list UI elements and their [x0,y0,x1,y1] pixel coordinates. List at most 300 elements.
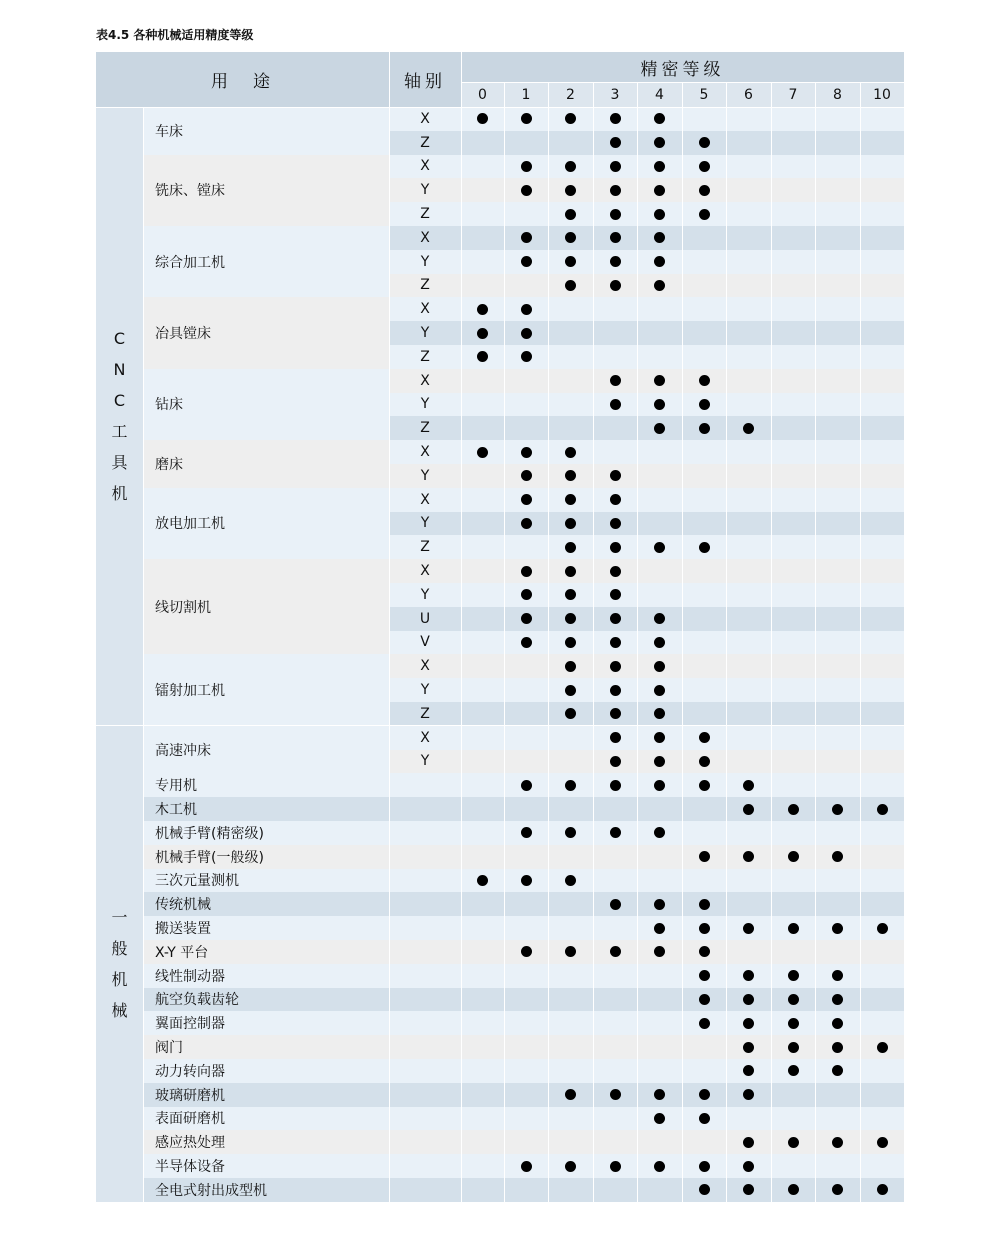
grade-cell [726,345,771,369]
axis-cell: X [389,107,461,131]
grade-cell [815,583,860,607]
grade-dot [699,375,710,386]
grade-cell [682,178,726,202]
grade-cell [504,202,548,226]
grade-cell [815,1107,860,1131]
grade-cell [815,702,860,726]
grade-cell [593,1130,637,1154]
grade-cell [771,631,815,655]
grade-cell [726,488,771,512]
grade-cell [548,226,593,250]
axis-cell: Z [389,131,461,155]
grade-cell [726,1011,771,1035]
axis-cell [389,1035,461,1059]
grade-cell [860,345,904,369]
grade-dot [521,780,532,791]
grade-dot [521,113,532,124]
grade-cell [637,178,682,202]
grade-cell [860,250,904,274]
grade-cell [548,131,593,155]
grade-dot [699,1089,710,1100]
grade-dot [610,613,621,624]
grade-cell [726,1035,771,1059]
grade-cell [771,1083,815,1107]
grade-cell [637,369,682,393]
grade-cell [815,1178,860,1202]
grade-cell [504,678,548,702]
grade-cell [682,535,726,559]
grade-cell [593,654,637,678]
machine-name: 线性制动器 [143,964,389,988]
category-char: C [113,391,126,411]
grade-cell [461,1130,504,1154]
grade-cell [548,107,593,131]
grade-cell [682,202,726,226]
grade-cell [771,1059,815,1083]
category-char: 机 [111,484,128,504]
grade-dot [610,899,621,910]
grade-cell [726,678,771,702]
grade-cell [682,1059,726,1083]
axis-cell: X [389,440,461,464]
grade-cell [860,512,904,536]
grade-cell [815,654,860,678]
axis-cell: X [389,369,461,393]
grade-dot [654,137,665,148]
grade-cell [461,274,504,298]
grade-dot [788,1042,799,1053]
grade-cell [860,440,904,464]
grade-cell [593,345,637,369]
grade-cell [548,773,593,797]
axis-cell [389,1107,461,1131]
grade-cell [726,250,771,274]
grade-cell [860,226,904,250]
grade-dot [477,875,488,886]
grade-cell [504,178,548,202]
grade-cell [504,631,548,655]
grade-cell [860,940,904,964]
grade-cell [593,583,637,607]
grade-dot [521,637,532,648]
grade-cell [461,512,504,536]
grade-dot [654,1089,665,1100]
grade-dot [788,923,799,934]
grade-dot [654,256,665,267]
grade-cell [504,916,548,940]
grade-cell [461,1107,504,1131]
grade-cell [815,797,860,821]
grade-dot [699,1184,710,1195]
grade-dot [788,1137,799,1148]
grade-cell [682,940,726,964]
grade-cell [726,869,771,893]
grade-cell [548,797,593,821]
grade-cell [461,607,504,631]
grade-cell [771,892,815,916]
grade-dot [699,780,710,791]
grade-cell [726,321,771,345]
grade-cell [860,845,904,869]
grade-cell [637,1154,682,1178]
grade-cell [504,369,548,393]
grid-line [726,82,727,1202]
machine-name: 线切割机 [143,559,389,654]
grade-cell [637,440,682,464]
grade-cell [771,702,815,726]
axis-cell: X [389,226,461,250]
machine-name: 磨床 [143,440,389,488]
grade-cell [771,107,815,131]
grid-line [461,82,904,83]
grade-cell [593,773,637,797]
grade-cell [726,155,771,179]
grade-cell [771,345,815,369]
grade-dot [565,685,576,696]
grade-cell [548,1130,593,1154]
grade-cell [504,250,548,274]
grade-cell [461,440,504,464]
grade-cell [815,321,860,345]
grade-dot [654,375,665,386]
grade-dot [610,375,621,386]
grade-cell [637,916,682,940]
grade-cell [461,631,504,655]
grade-cell [815,869,860,893]
grade-dot [521,613,532,624]
grade-cell [771,726,815,750]
grade-cell [504,416,548,440]
grade-dot [565,232,576,243]
grade-cell [593,702,637,726]
grade-cell [637,726,682,750]
grade-cell [860,607,904,631]
grade-cell [593,512,637,536]
grade-dot [654,685,665,696]
grade-dot [521,232,532,243]
grade-cell [593,274,637,298]
grade-cell [548,726,593,750]
machine-name: 翼面控制器 [143,1011,389,1035]
grade-cell [726,226,771,250]
grade-cell [593,726,637,750]
grade-dot [565,256,576,267]
axis-cell [389,940,461,964]
grade-dot [610,756,621,767]
grade-dot [699,851,710,862]
grade-cell [815,1011,860,1035]
grade-cell [815,369,860,393]
grade-cell [593,250,637,274]
grade-cell [548,1035,593,1059]
grade-dot [565,780,576,791]
grade-cell [860,892,904,916]
grade-cell [593,988,637,1012]
grade-cell [548,702,593,726]
grade-dot [565,827,576,838]
grade-cell [726,702,771,726]
category-char: 一 [111,907,128,927]
grade-cell [504,1154,548,1178]
grade-dot [565,875,576,886]
grade-cell [860,1059,904,1083]
grade-cell [682,892,726,916]
grade-dot [654,209,665,220]
grade-cell [461,250,504,274]
grade-dot [654,280,665,291]
grade-cell [504,654,548,678]
level-header-2: 2 [548,82,593,107]
grade-cell [637,1107,682,1131]
grade-cell [504,773,548,797]
axis-cell: X [389,297,461,321]
grade-cell [461,464,504,488]
grade-cell [815,678,860,702]
grade-dot [699,994,710,1005]
grade-cell [504,1130,548,1154]
axis-cell: X [389,654,461,678]
grade-cell [461,416,504,440]
grade-cell [637,678,682,702]
grade-cell [593,155,637,179]
grade-dot [788,851,799,862]
axis-cell: U [389,607,461,631]
category-label [96,726,143,1202]
grade-dot [521,566,532,577]
grade-cell [593,1083,637,1107]
grade-dot [654,423,665,434]
grade-dot [699,209,710,220]
grade-cell [771,440,815,464]
grade-cell [726,1107,771,1131]
grade-cell [860,1130,904,1154]
grade-cell [548,607,593,631]
grade-cell [461,369,504,393]
grade-dot [832,923,843,934]
category-char: C [113,329,126,349]
grade-cell [771,773,815,797]
grade-dot [610,732,621,743]
grade-dot [654,708,665,719]
grade-cell [771,559,815,583]
grade-dot [610,1089,621,1100]
grade-cell [593,416,637,440]
grade-cell [593,607,637,631]
grade-dot [743,970,754,981]
grade-cell [548,964,593,988]
grade-cell [548,940,593,964]
grade-cell [726,416,771,440]
grade-cell [860,964,904,988]
grade-cell [815,631,860,655]
grade-dot [654,1113,665,1124]
axis-cell [389,1083,461,1107]
grade-cell [593,940,637,964]
grade-cell [771,321,815,345]
grade-cell [461,535,504,559]
grade-cell [637,869,682,893]
grade-dot [610,566,621,577]
grade-cell [504,726,548,750]
grade-cell [771,1130,815,1154]
category-char: N [113,360,126,380]
grade-dot [654,399,665,410]
grade-cell [860,1178,904,1202]
grade-cell [771,845,815,869]
grade-dot [699,923,710,934]
axis-cell [389,773,461,797]
axis-cell [389,1178,461,1202]
grade-cell [860,750,904,774]
axis-cell [389,988,461,1012]
grade-dot [699,1018,710,1029]
axis-cell [389,869,461,893]
grade-cell [593,202,637,226]
grade-cell [860,1035,904,1059]
machine-name: 专用机 [143,773,389,797]
grade-dot [610,256,621,267]
grade-cell [682,440,726,464]
grade-cell [637,1011,682,1035]
grade-cell [548,750,593,774]
grade-cell [593,369,637,393]
grade-cell [548,1059,593,1083]
grade-cell [461,916,504,940]
grade-cell [682,1107,726,1131]
grade-cell [860,297,904,321]
grade-cell [637,393,682,417]
header-usage: 用 途 [96,52,389,107]
grade-cell [548,1011,593,1035]
grid-line [682,82,683,1202]
grade-cell [593,821,637,845]
grade-dot [743,780,754,791]
grade-dot [610,637,621,648]
grade-dot [699,137,710,148]
grade-dot [565,1089,576,1100]
grade-cell [682,321,726,345]
grade-cell [682,559,726,583]
grade-cell [860,464,904,488]
grade-dot [565,447,576,458]
grade-dot [610,827,621,838]
grade-cell [461,750,504,774]
grade-dot [610,661,621,672]
grade-cell [637,131,682,155]
grade-dot [654,113,665,124]
axis-cell: X [389,559,461,583]
grade-cell [461,1154,504,1178]
category-divider [96,725,904,726]
grade-cell [682,869,726,893]
grade-cell [815,821,860,845]
machine-name: 搬送装置 [143,916,389,940]
grade-dot [654,161,665,172]
machine-name: 半导体设备 [143,1154,389,1178]
grade-cell [593,131,637,155]
grade-cell [548,654,593,678]
grade-cell [771,155,815,179]
machine-name: 航空负载齿轮 [143,988,389,1012]
grade-dot [654,613,665,624]
level-header-4: 4 [637,82,682,107]
grade-cell [461,988,504,1012]
machine-name: 三次元量测机 [143,869,389,893]
grade-dot [610,1161,621,1172]
precision-grade-table [96,52,904,1202]
axis-cell: Y [389,678,461,702]
grade-cell [548,916,593,940]
grid-line [143,107,144,1202]
grade-dot [521,351,532,362]
grade-cell [637,964,682,988]
grade-cell [593,321,637,345]
grade-cell [815,773,860,797]
grade-dot [654,946,665,957]
grade-dot [610,708,621,719]
grade-cell [682,726,726,750]
grade-cell [771,488,815,512]
grade-cell [815,393,860,417]
grade-dot [743,804,754,815]
grade-cell [504,440,548,464]
grade-cell [682,702,726,726]
grade-cell [860,131,904,155]
grade-cell [637,892,682,916]
grade-cell [504,297,548,321]
grade-dot [699,185,710,196]
grade-cell [815,464,860,488]
grade-cell [593,1035,637,1059]
axis-cell [389,964,461,988]
grade-cell [815,845,860,869]
grade-cell [726,654,771,678]
grade-cell [504,464,548,488]
grade-dot [610,470,621,481]
grade-cell [771,1178,815,1202]
grade-cell [860,821,904,845]
grade-cell [682,631,726,655]
grade-dot [610,209,621,220]
machine-name: 阀门 [143,1035,389,1059]
grid-line [504,82,505,1202]
grade-cell [726,559,771,583]
grade-cell [461,821,504,845]
level-header-6: 6 [726,82,771,107]
grade-dot [654,232,665,243]
grade-dot [654,1161,665,1172]
grade-dot [521,304,532,315]
grade-dot [743,1089,754,1100]
grade-cell [637,416,682,440]
category-char: 般 [111,938,128,958]
grade-cell [860,559,904,583]
axis-cell: Z [389,202,461,226]
grade-cell [815,416,860,440]
grade-dot [521,161,532,172]
grade-cell [593,393,637,417]
grade-cell [682,512,726,536]
grade-dot [565,661,576,672]
grade-cell [771,464,815,488]
grade-cell [548,274,593,298]
machine-name: 机械手臂(一般级) [143,845,389,869]
grade-cell [461,131,504,155]
level-header-8: 8 [815,82,860,107]
grade-cell [771,1011,815,1035]
grade-cell [637,773,682,797]
grade-cell [637,988,682,1012]
